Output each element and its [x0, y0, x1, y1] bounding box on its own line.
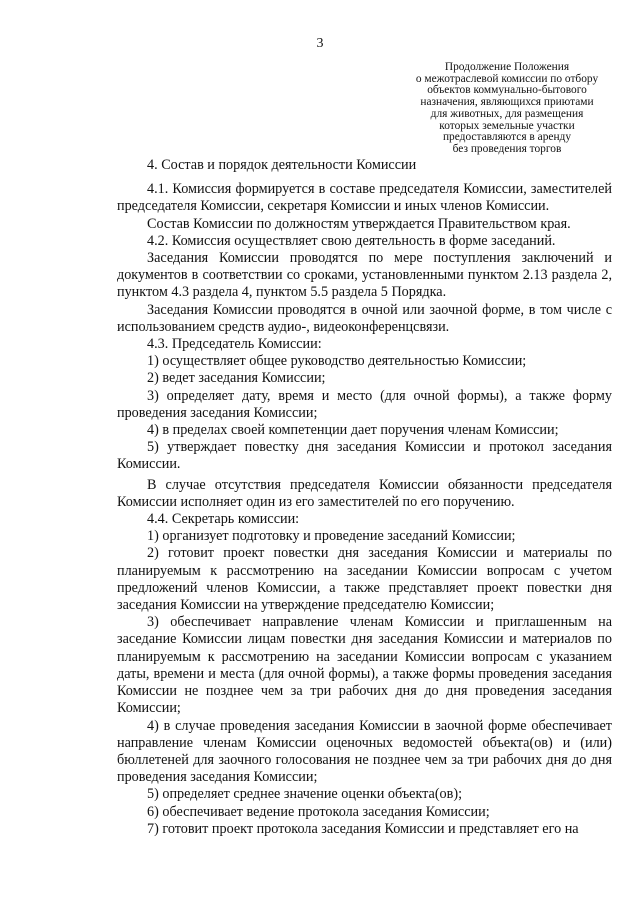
header-note-line: которых земельные участки — [439, 119, 575, 132]
list-item: 4) в пределах своей компетенции дает поручения членам Комиссии; — [147, 422, 559, 439]
paragraph: 4.3. Председатель Комиссии: — [147, 336, 322, 353]
paragraph: В случае отсутствия председателя Комиссии обязанности председателя Комиссии исполняет один из его заместителей по его поручению. — [117, 476, 612, 510]
header-note-line: о межотраслевой комиссии по отбору — [415, 72, 599, 85]
list-item: 5) определяет среднее значение оценки объекта(ов); — [147, 786, 463, 803]
page-number: 3 — [316, 36, 324, 51]
list-item: 2) ведет заседания Комиссии; — [147, 370, 326, 387]
list-item: 3) обеспечивает направление членам Комиссии и приглашенным на заседание Комиссии лицам повестки дня заседания Комиссии и материалов по планируемым к рассмотрению на заседании Комиссии вопросам с указанием даты, времени и места (для очной формы), а также формы проведения заседания Комиссии не позднее чем за три рабочих дня до дня проведения заседания Комиссии; — [117, 614, 612, 717]
paragraph: 4.1. Комиссия формируется в составе председателя Комиссии, заместителей председателя Комиссии, секретаря Комиссии и иных членов Комиссии. — [117, 181, 612, 215]
header-note-line: Продолжение Положения — [444, 61, 570, 73]
paragraph: 4.2. Комиссия осуществляет свою деятельность в форме заседаний. — [147, 232, 556, 249]
list-item: 5) утверждает повестку дня заседания Комиссии и протокол заседания Комиссии. — [117, 439, 612, 473]
paragraph: Заседания Комиссии проводятся по мере поступления заключений и документов в соответствии со сроками, установленными пунктом 2.13 раздела 2, пунктом 4.3 раздела 4, пунктом 5.5 раздела 5 Порядка. — [117, 250, 612, 301]
section-heading: 4. Состав и порядок деятельности Комиссии — [147, 157, 417, 173]
header-note-line: назначения, являющихся приютами — [420, 96, 594, 109]
paragraph: Заседания Комиссии проводятся в очной или заочной форме, в том числе с использованием средств аудио-, видеоконференцсвязи. — [117, 301, 612, 335]
list-item: 6) обеспечивает ведение протокола заседания Комиссии; — [147, 803, 490, 820]
list-item: 2) готовит проект повестки дня заседания Комиссии и материалы по планируемым к рассмотрению на заседании Комиссии вопросам с учетом предложений членов Комиссии, а также представляет проект повестки дня заседания Комиссии на утверждение председателю Комиссии; — [117, 545, 612, 614]
list-item: 7) готовит проект протокола заседания Комиссии и представляет его на — [147, 820, 579, 837]
document-body — [117, 157, 612, 838]
header-note-line: без проведения торгов — [452, 142, 562, 155]
list-item: 1) организует подготовку и проведение заседаний Комиссии; — [147, 528, 516, 545]
header-note — [396, 62, 618, 156]
header-note-line: для животных, для размещения — [430, 107, 584, 120]
list-item: 1) осуществляет общее руководство деятельностью Комиссии; — [147, 353, 527, 370]
list-item: 4) в случае проведения заседания Комиссии в заочной форме обеспечивает направление членам Комиссии оценочных ведомостей объекта(ов) и (или) бюллетеней для заочного голосования не позднее чем за три рабочих дня до дня проведения заседания Комиссии; — [117, 717, 612, 786]
paragraph: Состав Комиссии по должностям утверждается Правительством края. — [147, 215, 571, 232]
header-note-line: объектов коммунально-бытового — [427, 84, 587, 97]
paragraph: 4.4. Секретарь комиссии: — [147, 511, 300, 528]
list-item: 3) определяет дату, время и место (для очной формы), а также форму проведения заседания Комиссии; — [117, 387, 612, 421]
header-note-line: предоставляются в аренду — [442, 131, 572, 144]
